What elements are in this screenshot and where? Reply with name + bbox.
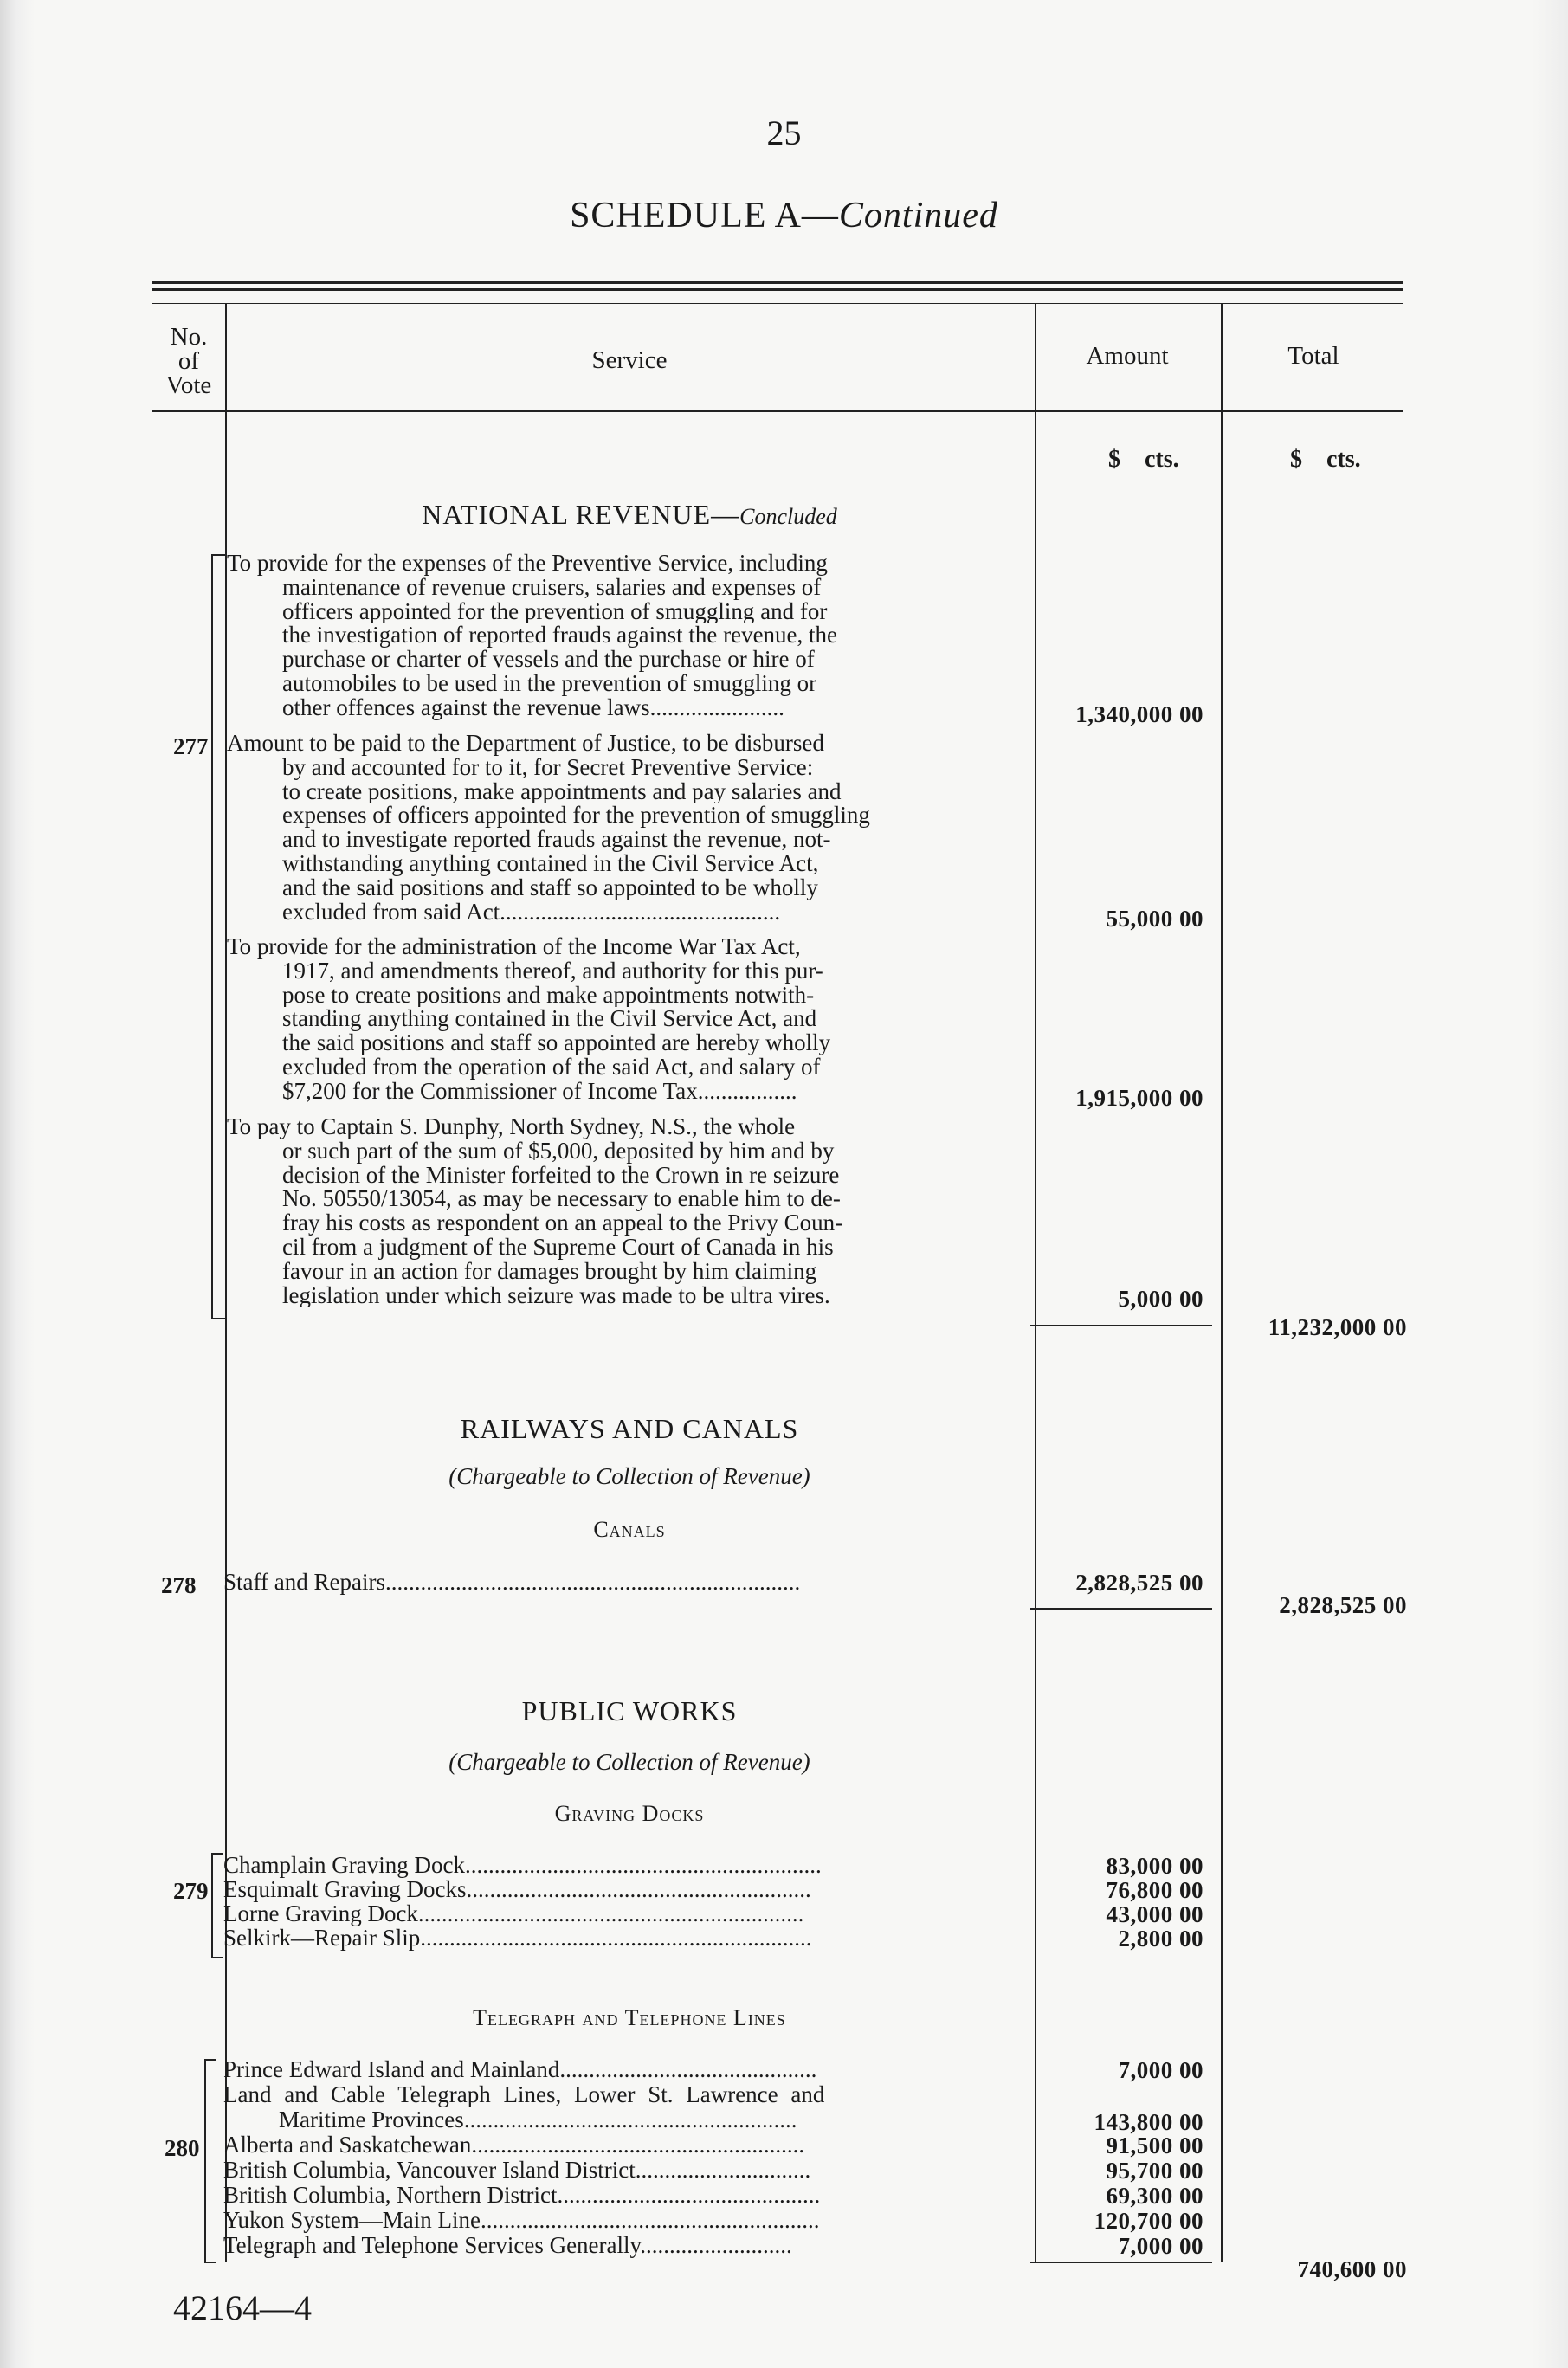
table-header-rule (152, 410, 1403, 412)
graving-dock-amount: 76,800 00 (1106, 1877, 1203, 1903)
schedule-title (0, 195, 1568, 236)
paragraph-line: To pay to Captain S. Dunphy, North Sydney, N.S., the whole (227, 1115, 796, 1139)
vote-column-header (154, 325, 223, 397)
graving-dock-item: Lorne Graving Dock.................................................................. (223, 1901, 804, 1926)
telegraph-total: 740,600 00 (1297, 2256, 1407, 2282)
telegraph-line-item: Land and Cable Telegraph Lines, Lower St. Lawrence and (223, 2082, 825, 2107)
paragraph-line: and the said positions and staff so appointed to be wholly (282, 875, 818, 900)
telegraph-line-amount: 91,500 00 (1106, 2132, 1203, 2158)
paragraph-line: purchase or charter of vessels and the purchase or hire of (282, 648, 815, 672)
vote-279-brace (211, 1853, 223, 1958)
paragraph-line: standing anything contained in the Civil Service Act, and (282, 1007, 817, 1032)
telegraph-line-amount: 69,300 00 (1106, 2183, 1203, 2209)
amount-column-left-divider (1035, 303, 1036, 2262)
paragraph-line: officers appointed for the prevention of smuggling and for (282, 599, 828, 624)
vote-header-line: Vote (165, 371, 212, 399)
telegraph-line-amount: 95,700 00 (1106, 2158, 1203, 2184)
schedule-title-italic: Continued (838, 196, 998, 236)
paragraph-line: the said positions and staff so appointed are hereby wholly (282, 1031, 831, 1055)
preventive-service-amount: 1,340,000 00 (1075, 701, 1203, 727)
telegraph-line-item: British Columbia, Northern District............................................. (223, 2183, 821, 2208)
schedule-title-main: SCHEDULE A— (570, 196, 839, 236)
paragraph-line: the investigation of reported frauds against the revenue, the (282, 623, 838, 648)
graving-dock-amount: 43,000 00 (1106, 1901, 1203, 1927)
paragraph-line: decision of the Minister forfeited to the Crown in re seizure (282, 1163, 840, 1188)
telegraph-line-item: Prince Edward Island and Mainland............................................ (223, 2057, 817, 2082)
vote-header-line: No. (170, 323, 208, 351)
national-revenue-title: NATIONAL REVENUE— (422, 499, 740, 530)
telegraph-line-item: Telegraph and Telephone Services Generally.......................... (223, 2233, 792, 2258)
total-column-header: Total (1287, 342, 1339, 370)
income-tax-amount: 1,915,000 00 (1075, 1085, 1203, 1111)
vote-header-line: of (177, 347, 200, 375)
paragraph-line: withstanding anything contained in the Civil Service Act, (282, 851, 819, 876)
graving-dock-amount: 2,800 00 (1118, 1926, 1203, 1952)
paragraph-line: expenses of officers appointed for the prevention of smuggling (282, 803, 870, 829)
telegraph-line-amount: 7,000 00 (1118, 2233, 1203, 2259)
paragraph-line: fray his costs as respondent on an appeal to the Privy Coun- (282, 1211, 843, 1236)
graving-docks-subheading: Graving Docks (554, 1801, 705, 1826)
railways-total: 2,828,525 00 (1279, 1592, 1407, 1618)
vote-277-brace (211, 554, 225, 1319)
graving-dock-amount: 83,000 00 (1106, 1853, 1203, 1879)
paragraph-line: other offences against the revenue laws....................... (282, 695, 784, 720)
public-works-subtotal-rule (1030, 2262, 1212, 2263)
staff-and-repairs-amount: 2,828,525 00 (1075, 1570, 1203, 1596)
paragraph-line: $7,200 for the Commissioner of Income Tax................. (282, 1079, 797, 1104)
vote-280-brace (204, 2059, 216, 2263)
preventive-service-paragraph (227, 552, 1032, 720)
vote-number: 278 (161, 1572, 197, 1598)
paragraph-line: and to investigate reported frauds against the revenue, not- (282, 828, 831, 852)
vote-number: 277 (173, 733, 209, 759)
national-revenue-heading (227, 499, 1032, 531)
paragraph-line: Amount to be paid to the Department of Justice, to be disbursed (227, 732, 824, 756)
staff-and-repairs-item: Staff and Repairs....................................................................... (223, 1570, 801, 1595)
paragraph-line: or such part of the sum of $5,000, deposited by him and by (282, 1139, 835, 1164)
railways-heading: RAILWAYS AND CANALS (460, 1413, 799, 1444)
dunphy-amount: 5,000 00 (1118, 1286, 1203, 1312)
secret-preventive-amount: 55,000 00 (1106, 906, 1203, 932)
paragraph-line: to create positions, make appointments and pay salaries and (282, 779, 842, 804)
national-revenue-subtotal-rule (1030, 1325, 1212, 1326)
amount-column-header: Amount (1086, 342, 1169, 370)
footer-code: 42164—4 (173, 2288, 312, 2327)
national-revenue-total: 11,232,000 00 (1268, 1314, 1407, 1340)
page-number: 25 (766, 113, 802, 152)
graving-dock-item: Selkirk—Repair Slip................................................................... (223, 1926, 812, 1951)
table-top-rule-thin (152, 303, 1403, 304)
total-currency-label: $ cts. (1290, 446, 1361, 473)
telegraph-line-item: British Columbia, Vancouver Island District.............................. (223, 2158, 811, 2183)
paragraph-line: No. 50550/13054, as may be necessary to enable him to de- (282, 1187, 841, 1212)
telegraph-line-item: Maritime Provinces......................................................... (279, 2107, 797, 2132)
telegraph-subheading: Telegraph and Telephone Lines (473, 2005, 786, 2030)
graving-dock-item: Esquimalt Graving Docks........................................................... (223, 1877, 811, 1902)
table-top-rule-double (152, 288, 1403, 291)
railways-subtitle: (Chargeable to Collection of Revenue) (448, 1463, 810, 1489)
secret-preventive-paragraph (227, 732, 1032, 924)
telegraph-line-item: Yukon System—Main Line.......................................................... (223, 2208, 820, 2233)
table-top-rule (152, 281, 1403, 284)
paragraph-line: favour in an action for damages brought by him claiming (282, 1259, 817, 1284)
paragraph-line: cil from a judgment of the Supreme Court of Canada in his (282, 1235, 834, 1260)
public-works-subtitle: (Chargeable to Collection of Revenue) (448, 1749, 810, 1775)
telegraph-line-amount: 143,800 00 (1094, 2109, 1203, 2135)
vote-number: 279 (173, 1878, 209, 1904)
amount-currency-label: $ cts. (1108, 446, 1179, 473)
telegraph-line-amount: 7,000 00 (1118, 2057, 1203, 2083)
paragraph-line: by and accounted for to it, for Secret Preventive Service: (282, 755, 814, 780)
railways-subtotal-rule (1030, 1608, 1212, 1610)
telegraph-line-item: Alberta and Saskatchewan......................................................... (223, 2132, 805, 2158)
paragraph-line: To provide for the administration of the Income War Tax Act, (227, 935, 801, 959)
paragraph-line: excluded from said Act................................................ (282, 900, 781, 925)
dunphy-paragraph (227, 1115, 1032, 1307)
paragraph-line: 1917, and amendments thereof, and authority for this pur- (282, 958, 823, 984)
amount-column-right-divider (1221, 303, 1223, 2262)
paragraph-line: To provide for the expenses of the Preventive Service, including (227, 552, 828, 576)
paragraph-line: pose to create positions and make appointments notwith- (282, 983, 815, 1008)
income-tax-paragraph (227, 935, 1032, 1104)
telegraph-line-amount: 120,700 00 (1094, 2208, 1203, 2234)
paragraph-line: maintenance of revenue cruisers, salaries and expenses of (282, 575, 822, 600)
service-column-header: Service (591, 346, 668, 374)
paragraph-line: automobiles to be used in the prevention of smuggling or (282, 671, 817, 696)
graving-dock-item: Champlain Graving Dock............................................................. (223, 1853, 822, 1878)
vote-number: 280 (165, 2135, 200, 2161)
canals-subheading: Canals (593, 1517, 666, 1542)
paragraph-line: excluded from the operation of the said Act, and salary of (282, 1055, 821, 1080)
national-revenue-title-italic: Concluded (739, 504, 837, 529)
paragraph-line: legislation under which seizure was made to be ultra vires. (282, 1283, 830, 1308)
public-works-heading: PUBLIC WORKS (521, 1695, 738, 1726)
